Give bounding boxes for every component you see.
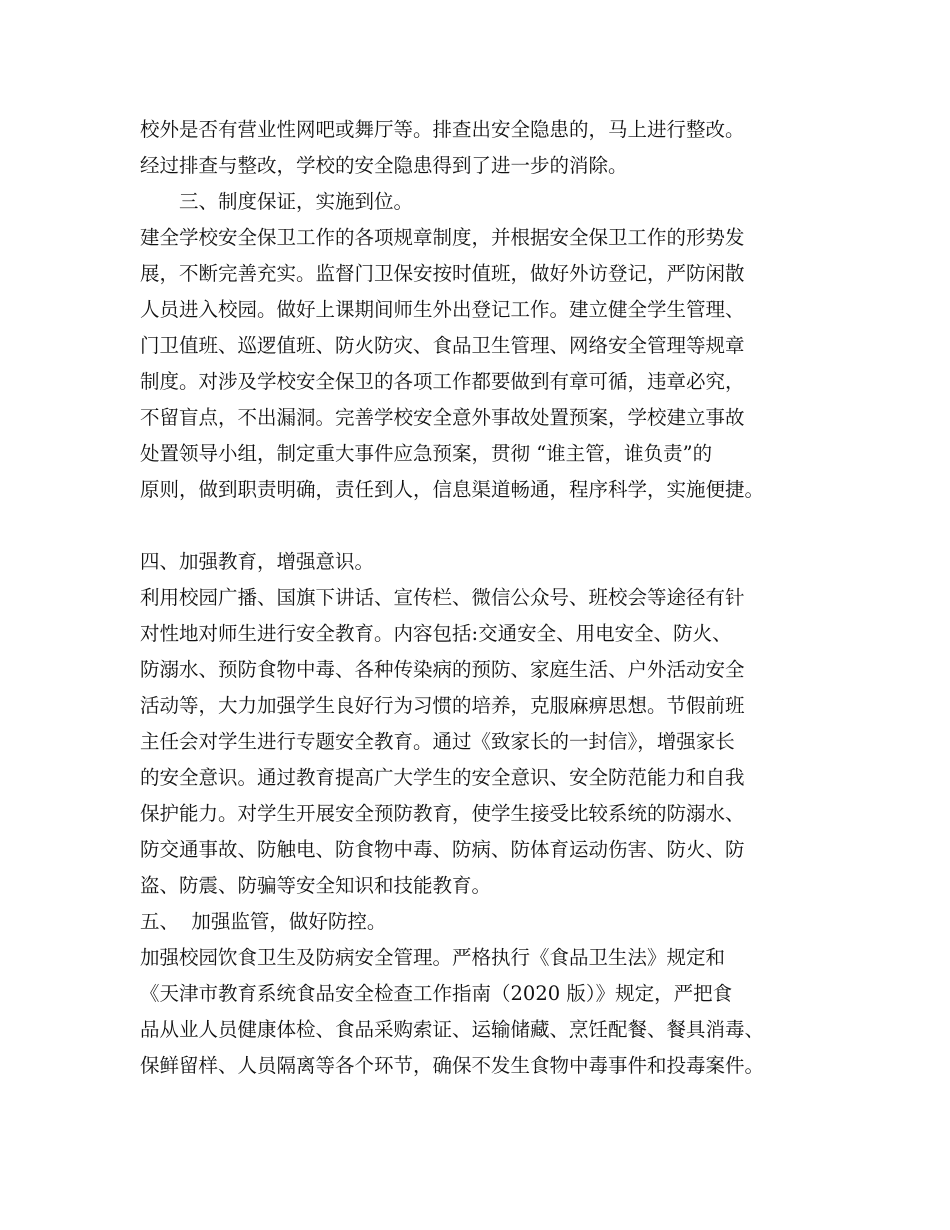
- text-line: 门卫值班、巡逻值班、防火防灾、食品卫生管理、网络安全管理等规章: [140, 334, 745, 357]
- text-line: 制度。对涉及学校安全保卫的各项工作都要做到有章可循，违章必究，: [140, 370, 745, 393]
- paragraph-inspection-result: [140, 112, 840, 184]
- text-line: 对性地对师生进行安全教育。内容包括:交通安全、用电安全、防火、: [140, 622, 732, 645]
- text-line: 处置领导小组，制定重大事件应急预案，贯彻 “谁主管，谁负责”的: [140, 442, 713, 465]
- paragraph-education: [140, 580, 840, 904]
- document-body: [140, 112, 840, 1084]
- text-line: 保鲜留样、人员隔离等各个环节，确保不发生食物中毒事件和投毒案件。: [140, 1054, 765, 1077]
- text-line: 展，不断完善充实。监督门卫保安按时值班，做好外访登记，严防闲散: [140, 262, 745, 285]
- text-line: 保护能力。对学生开展安全预防教育，使学生接受比较系统的防溺水、: [140, 802, 745, 825]
- text-line: 品从业人员健康体检、食品采购索证、运输储藏、烹饪配餐、餐具消毒、: [140, 1018, 765, 1041]
- text-line: 活动等，大力加强学生良好行为习惯的培养，克服麻痹思想。节假前班: [140, 694, 745, 717]
- text-line: 经过排查与整改，学校的安全隐患得到了进一步的消除。: [140, 154, 628, 177]
- text-line: 建全学校安全保卫工作的各项规章制度，并根据安全保卫工作的形势发: [140, 226, 745, 249]
- text-line: 《天津市教育系统食品安全检查工作指南（2020 版）》规定，严把食: [140, 982, 733, 1005]
- text-line: 主任会对学生进行专题安全教育。通过《致家长的一封信》，增强家长: [140, 730, 735, 753]
- paragraph-supervision: [140, 940, 840, 1084]
- text-line: 防溺水、预防食物中毒、各种传染病的预防、家庭生活、户外活动安全: [140, 658, 745, 681]
- text-line: 人员进入校园。做好上课期间师生外出登记工作。建立健全学生管理、: [140, 298, 745, 321]
- text-line: 的安全意识。通过教育提高广大学生的安全意识、安全防范能力和自我: [140, 766, 745, 789]
- section-heading-3: 三、制度保证，实施到位。: [179, 190, 414, 213]
- section-heading-5: 五、 加强监管，做好防控。: [140, 910, 387, 933]
- blank-line: [140, 508, 840, 544]
- text-line: 不留盲点，不出漏洞。完善学校安全意外事故处置预案，学校建立事故: [140, 406, 745, 429]
- text-line: 原则，做到职责明确，责任到人，信息渠道畅通，程序科学，实施便捷。: [140, 478, 765, 501]
- paragraph-regulations: [140, 220, 840, 508]
- text-line: 盗、防震、防骗等安全知识和技能教育。: [140, 874, 492, 897]
- text-line: 加强校园饮食卫生及防病安全管理。严格执行《食品卫生法》规定和: [140, 946, 726, 969]
- text-line: 利用校园广播、国旗下讲话、宣传栏、微信公众号、班校会等途径有针: [140, 586, 745, 609]
- section-heading-4: 四、加强教育，增强意识。: [140, 550, 375, 573]
- text-line: 校外是否有营业性网吧或舞厅等。排查出安全隐患的，马上进行整改。: [140, 118, 745, 141]
- text-line: 防交通事故、防触电、防食物中毒、防病、防体育运动伤害、防火、防: [140, 838, 745, 861]
